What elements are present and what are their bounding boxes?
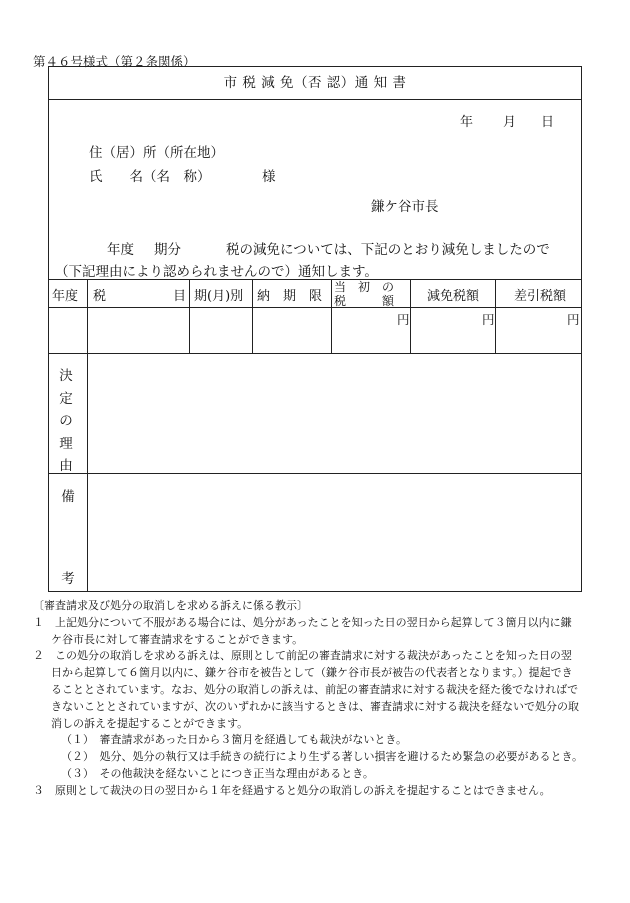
- yen-unit-balance: 円: [567, 312, 580, 327]
- header-deadline: 納 期 限: [257, 289, 323, 304]
- date-month-label: 月: [503, 115, 517, 130]
- notice-period-label: 期分: [154, 242, 181, 258]
- remarks-label-top: 備: [61, 489, 75, 505]
- notes-item-2-cont-4: 消しの訴えを提起することができます。: [51, 716, 249, 730]
- notes-sub-2: （２） 処分、処分の執行又は手続きの続行により生ずる著しい損害を避けるため緊急の必要があるとき。: [61, 750, 584, 764]
- notes-sub-1: （１） 審査請求があった日から３箇月を経過しても裁決がないとき。: [61, 733, 407, 747]
- notes-item-1: １ 上記処分について不服がある場合には、処分があったことを知った日の翌日から起算して３箇月以内に鎌: [33, 615, 572, 629]
- date-day-label: 日: [541, 115, 555, 130]
- yen-unit-reduction: 円: [482, 312, 495, 327]
- notice-year-label: 年度: [107, 242, 134, 258]
- issuer-label: 鎌ケ谷市長: [371, 199, 439, 215]
- notice-text-line2: （下記理由により認められませんので）通知します。: [55, 264, 378, 280]
- notes-item-3: ３ 原則として裁決の日の翌日から１年を経過すると処分の取消しの訴えを提起することはできません。: [33, 783, 551, 797]
- notice-body-text: 税の減免については、下記のとおり減免しましたので: [226, 242, 550, 258]
- notes-item-1-cont: ケ谷市長に対して審査請求をすることができます。: [51, 632, 304, 646]
- header-balance: 差引税額: [514, 289, 567, 304]
- header-initial-top: 当 初 の: [334, 280, 395, 294]
- remarks-label-bottom: 考: [61, 571, 75, 587]
- notice-form-frame: [48, 66, 582, 592]
- header-period: 期(月)別: [194, 289, 244, 304]
- header-tax-left: 税: [93, 289, 107, 304]
- decision-reason-label: 決定の理由: [59, 368, 73, 474]
- address-label: 住（居）所（所在地）: [89, 145, 224, 161]
- notes-sub-3: （３） その他裁決を経ないことにつき正当な理由があるとき。: [61, 766, 374, 780]
- notes-item-2-cont-3: きないこととされていますが、次のいずれかに該当するときは、審査請求に対する裁決を経ないで処分の取: [51, 699, 579, 713]
- form-title: 市 税 減 免（否 認）通 知 書: [49, 67, 581, 100]
- name-label: 氏 名（名 称）: [89, 169, 211, 185]
- yen-unit-initial: 円: [397, 312, 410, 327]
- header-tax-right: 目: [173, 289, 187, 304]
- notice-text-line1: [107, 238, 550, 258]
- date-line: [49, 111, 581, 129]
- form-number-label: 第４６号様式（第２条関係）: [33, 54, 196, 69]
- notes-heading: 〔審査請求及び処分の取消しを求める訴えに係る教示〕: [33, 599, 308, 612]
- notes-item-2-cont-1: 日から起算して６箇月以内に、鎌ケ谷市を被告として（鎌ケ谷市長が被告の代表者となります。）提起でき: [51, 666, 573, 680]
- date-year-label: 年: [460, 115, 474, 130]
- honorific-label: 様: [262, 169, 276, 185]
- appeal-instructions: [33, 598, 593, 800]
- header-year: 年度: [52, 289, 79, 304]
- notes-item-2-cont-2: ることとされています。なお、処分の取消しの訴えは、前記の審査請求に対する裁決を経た後でなければで: [51, 682, 579, 696]
- notes-item-2: ２ この処分の取消しを求める訴えは、原則として前記の審査請求に対する裁決があったことを知った日の翌: [33, 649, 572, 663]
- header-reduction: 減免税額: [427, 289, 480, 304]
- header-initial-bottom: 税 額: [334, 294, 395, 308]
